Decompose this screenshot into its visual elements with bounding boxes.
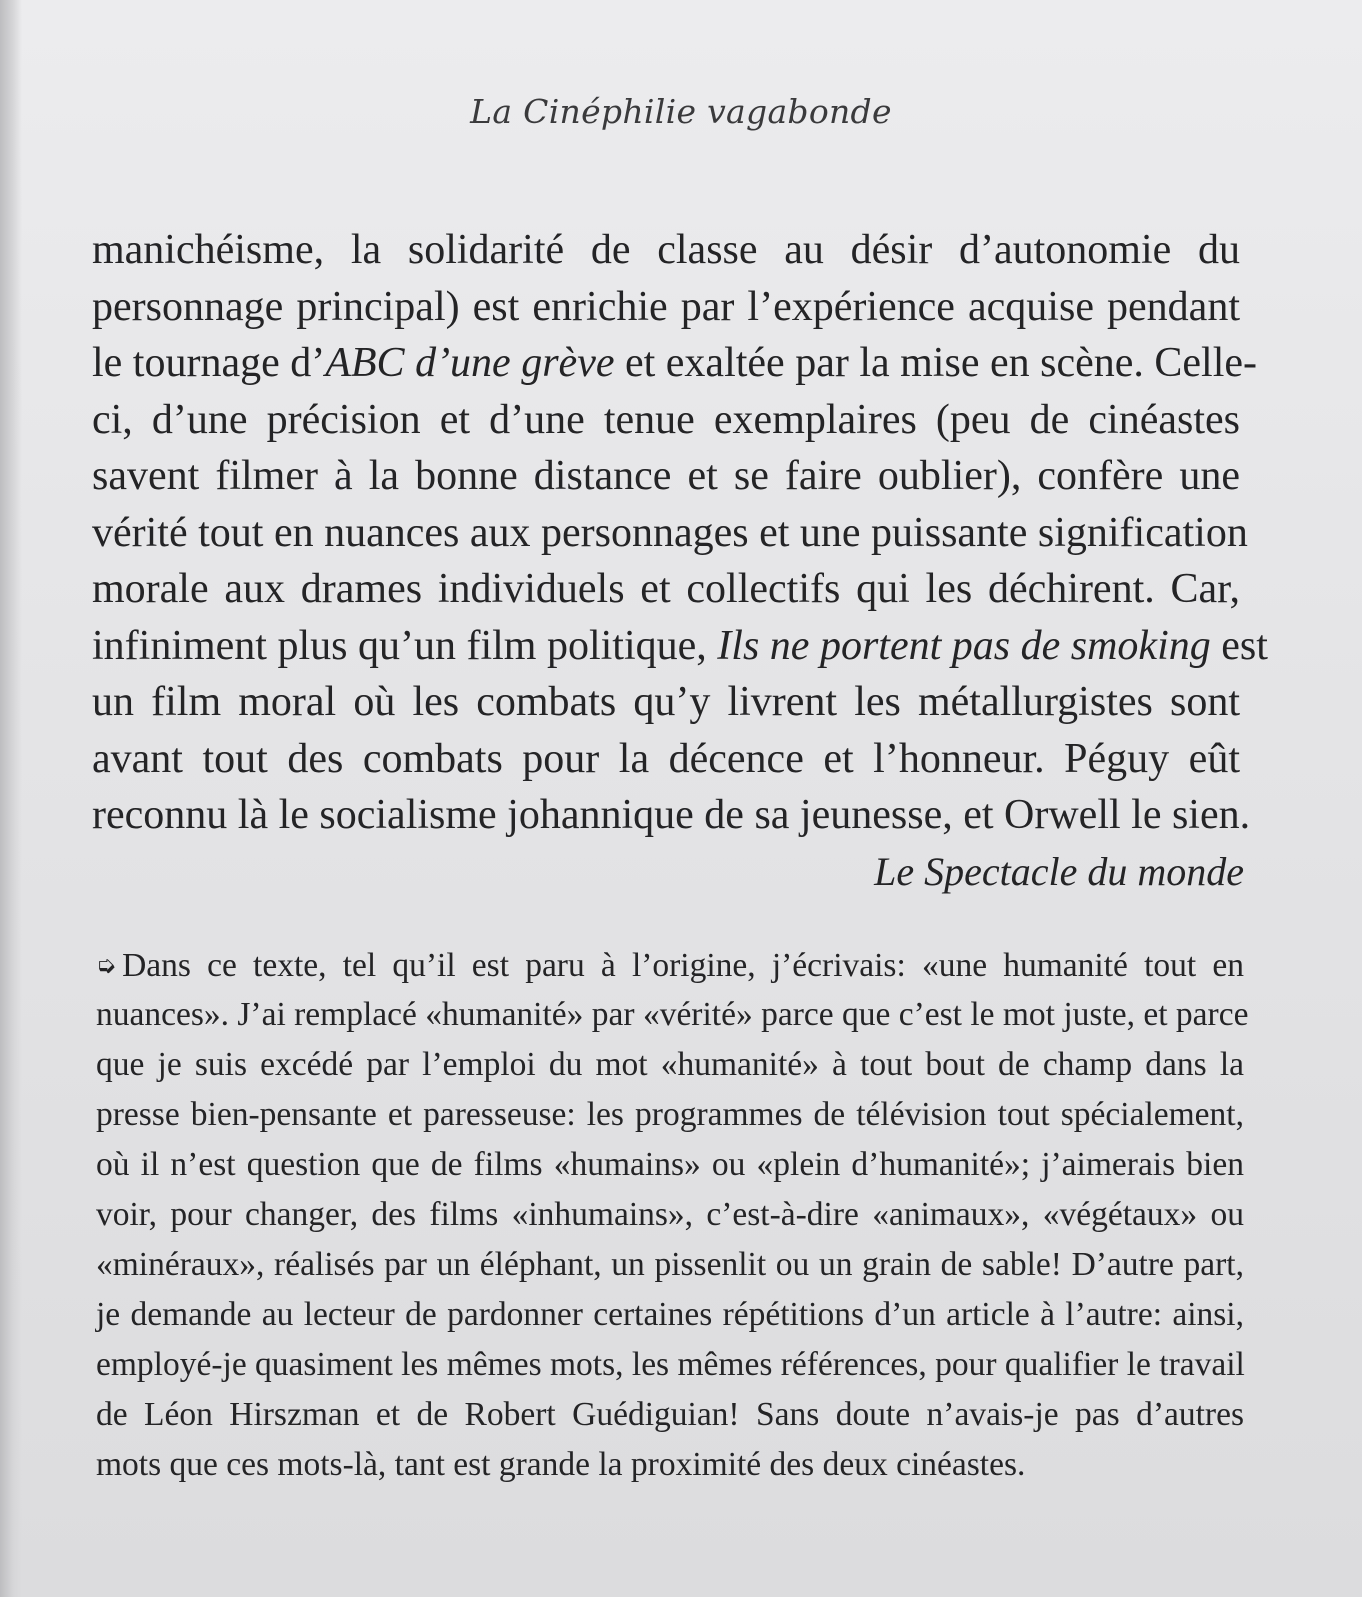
text-run: infiniment plus qu’un film politique, [92,622,718,669]
note-line [96,1140,1244,1190]
paragraph-line [92,787,1251,844]
paragraph-line [92,279,1240,336]
paragraph-line [92,392,1240,449]
text-run: personnage principal) est enrichie par l’expérience acquise pendant [92,283,1240,330]
note-text-run: voir, pour changer, des films «inhumains», c’est-à-dire «animaux», «végétaux» ou [96,1196,1244,1233]
text-run: un film moral où les combats qu’y livrent les métallurgistes sont [92,679,1240,725]
page-gutter-edge [0,0,22,1597]
film-title: ABC d’une grève [325,340,615,386]
author-note [96,940,1249,1490]
note-line [96,1340,1244,1390]
note-line [96,1240,1244,1290]
article-source: Le Spectacle du monde [874,849,1244,894]
text-run: savent filmer à la bonne distance et se faire oublier), confère une [92,453,1240,499]
note-text-run: que je suis excédé par l’emploi du mot «humanité» à tout bout de champ dans la [96,1046,1244,1083]
note-line [96,1390,1244,1440]
note-line [96,990,1249,1040]
note-text-run: mots que ces mots-là, tant est grande la proximité des deux cinéastes. [96,1446,1026,1483]
note-text-run: employé-je quasiment les mêmes mots, les mêmes références, pour qualifier le travail [96,1346,1245,1383]
note-text-run: je demande au lecteur de pardonner certaines répétitions d’un article à l’autre: ainsi, [96,1296,1244,1333]
text-run: reconnu là le socialisme johannique de sa jeunesse, et Orwell le sien. [92,792,1251,838]
main-paragraph [92,222,1268,844]
note-line [96,1440,1244,1490]
note-arrow-icon: ➭ [96,951,117,979]
paragraph-line [92,335,1257,392]
note-line [96,1040,1244,1090]
text-run: ci, d’une précision et d’une tenue exemplaires (peu de cinéastes [92,396,1240,443]
paragraph-line [92,505,1248,562]
text-run: manichéisme, la solidarité de classe au désir d’autonomie du [92,227,1240,273]
running-head: La Cinéphilie vagabonde [470,92,892,131]
note-line [96,1090,1244,1140]
note-text-run: Dans ce texte, tel qu’il est paru à l’origine, j’écrivais: «une humanité tout en [122,947,1244,984]
paragraph-line [92,618,1268,675]
note-text-run: de Léon Hirszman et de Robert Guédiguian! Sans doute n’avais-je pas d’autres [96,1396,1244,1433]
note-text-run: nuances». J’ai remplacé «humanité» par «vérité» parce que c’est le mot juste, et parce [96,996,1249,1033]
note-line [96,1190,1244,1240]
film-title: Ils ne portent pas de smoking [717,622,1211,669]
text-run: est [1210,622,1268,669]
note-text-run: «minéraux», réalisés par un éléphant, un pissenlit ou un grain de sable! D’autre part, [96,1246,1244,1283]
text-run: vérité tout en nuances aux personnages et une puissante signification [92,509,1248,556]
paragraph-line [92,674,1240,731]
text-run: avant tout des combats pour la décence et l’honneur. Péguy eût [92,735,1240,782]
note-line [96,1290,1244,1340]
text-run: morale aux drames individuels et collectifs qui les déchirent. Car, [92,566,1240,612]
text-run: et exaltée par la mise en scène. Celle- [614,340,1257,386]
paragraph-line [92,448,1240,505]
paragraph-line [92,731,1240,788]
paragraph-line [92,222,1240,279]
text-run: le tournage d’ [92,340,326,386]
note-line [96,940,1244,990]
note-text-run: presse bien-pensante et paresseuse: les programmes de télévision tout spécialement, [96,1096,1244,1133]
paragraph-line [92,561,1240,618]
note-text-run: où il n’est question que de films «humains» ou «plein d’humanité»; j’aimerais bien [96,1146,1244,1183]
